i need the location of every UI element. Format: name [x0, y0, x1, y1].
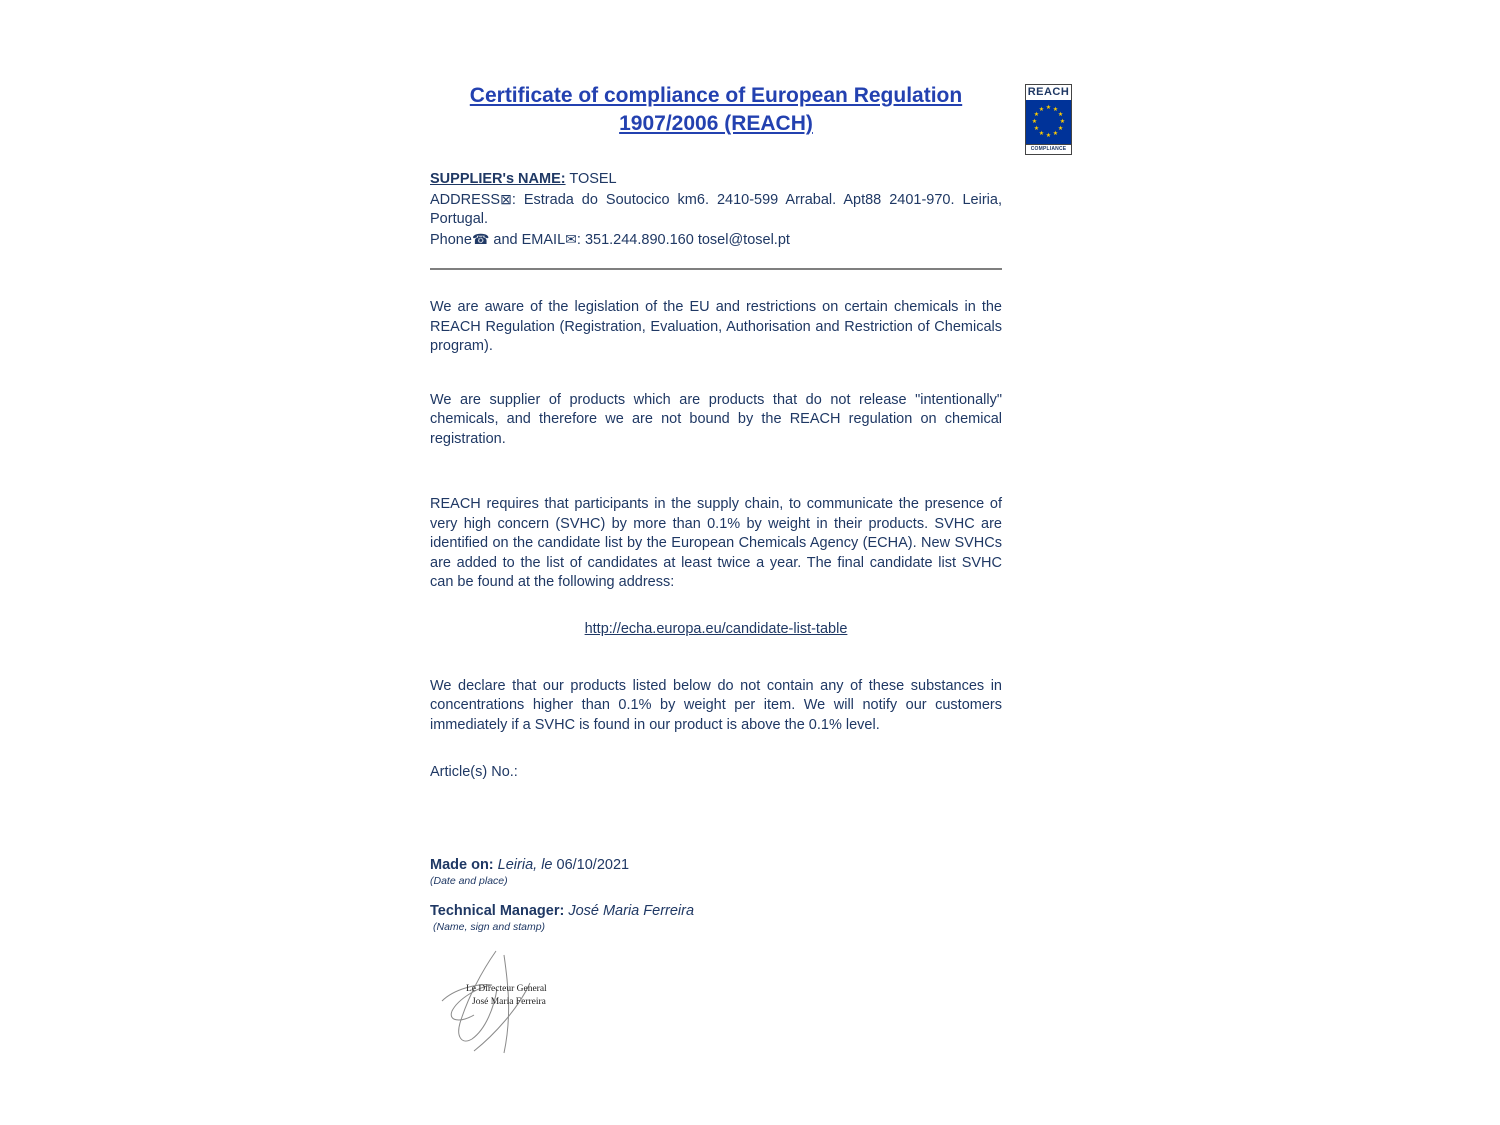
signature-stamp-line-2: José Maria Ferreira: [472, 996, 546, 1007]
svg-text:★: ★: [1045, 104, 1052, 111]
candidate-list-link-line: [430, 621, 1002, 637]
technical-manager-name: José Maria Ferreira: [564, 902, 695, 919]
made-on-date: 06/10/2021: [556, 856, 630, 873]
made-on-label: Made on:: [430, 856, 494, 873]
articles-line: Article(s) No.:: [430, 764, 518, 780]
date-place-note: (Date and place): [430, 874, 508, 887]
svg-text:★: ★: [1038, 130, 1045, 138]
svg-text:★: ★: [1033, 111, 1040, 118]
address-value: : Estrada do Soutocico km6. 2410-599 Arrabal. Apt88 2401-970. Leiria, Portugal.: [430, 191, 1002, 227]
email-label: and EMAIL: [489, 231, 566, 248]
svg-text:★: ★: [1052, 130, 1059, 138]
svg-text:★: ★: [1059, 118, 1066, 125]
technical-manager-label: Technical Manager:: [430, 902, 565, 919]
supplier-address-line: [430, 190, 1002, 230]
address-label: ADDRESS: [430, 191, 501, 208]
svg-text:★: ★: [1057, 111, 1064, 118]
svg-text:★: ★: [1057, 125, 1064, 132]
supplier-name-line: [430, 170, 1002, 190]
paragraph-reach-requires: REACH requires that participants in the supply chain, to communicate the presence of very high concern (SVHC) by more than 0.1% by weight in their products. SVHC are identified on the candidate list by the European Chemicals Agency (ECHA). New SVHCs are added to the list of candidates at least twice a year. The final candidate list SVHC can be found at the following address:: [430, 496, 1002, 590]
signature-stamp-text: [466, 983, 547, 1009]
supplier-contact-line: [430, 230, 1002, 251]
made-on-line: [430, 857, 1002, 873]
eu-flag-stars: [1026, 100, 1071, 144]
signature-stamp-line-1: Le Directeur General: [466, 983, 547, 994]
supplier-name-value: TOSEL: [565, 171, 617, 187]
made-on-place: Leiria, le: [493, 856, 557, 873]
svg-text:★: ★: [1052, 105, 1059, 113]
paragraph-declare: We declare that our products listed below do not contain any of these substances in concentrations higher than 0.1% by weight per item. We will notify our customers immediately if a SVHC is found in our product is above the 0.1% level.: [430, 677, 1002, 733]
paragraph-supplier-products: We are supplier of products which are products that do not release "intentionally" chemicals, and therefore we are not bound by the REACH regulation on chemical registration.: [430, 391, 1002, 447]
page-title: [430, 82, 1002, 138]
candidate-list-link[interactable]: http://echa.europa.eu/candidate-list-table: [584, 620, 848, 637]
technical-manager-line: [430, 903, 1002, 919]
reach-logo-compliance: COMPLIANCE: [1026, 144, 1071, 154]
phone-icon: ☎: [471, 230, 490, 247]
svg-text:★: ★: [1031, 118, 1038, 125]
envelope-box-icon: ⊠: [500, 190, 512, 207]
signature-block: [434, 949, 594, 1061]
reach-compliance-logo: [1025, 84, 1072, 155]
horizontal-divider: [430, 268, 1002, 270]
supplier-info: [430, 170, 1002, 250]
document-content: [430, 82, 1002, 1061]
supplier-name-label: SUPPLIER's NAME:: [430, 171, 566, 187]
email-icon: ✉: [565, 230, 577, 247]
reach-logo-title: REACH: [1027, 86, 1070, 98]
paragraph-aware: We are aware of the legislation of the EU and restrictions on certain chemicals in the REACH Regulation (Registration, Evaluation, Authorisation and Restriction of Chemicals program).: [430, 299, 1002, 354]
phone-label: Phone: [430, 231, 472, 248]
svg-text:★: ★: [1045, 132, 1052, 139]
sign-stamp-note: (Name, sign and stamp): [433, 920, 546, 933]
title-line-2: 1907/2006 (REACH): [619, 112, 813, 135]
svg-text:★: ★: [1033, 125, 1040, 132]
title-line-1: Certificate of compliance of European Regulation: [469, 84, 963, 107]
contact-value: : 351.244.890.160 tosel@tosel.pt: [576, 231, 790, 248]
svg-text:★: ★: [1038, 105, 1045, 113]
eu-flag-icon: [1026, 100, 1071, 144]
